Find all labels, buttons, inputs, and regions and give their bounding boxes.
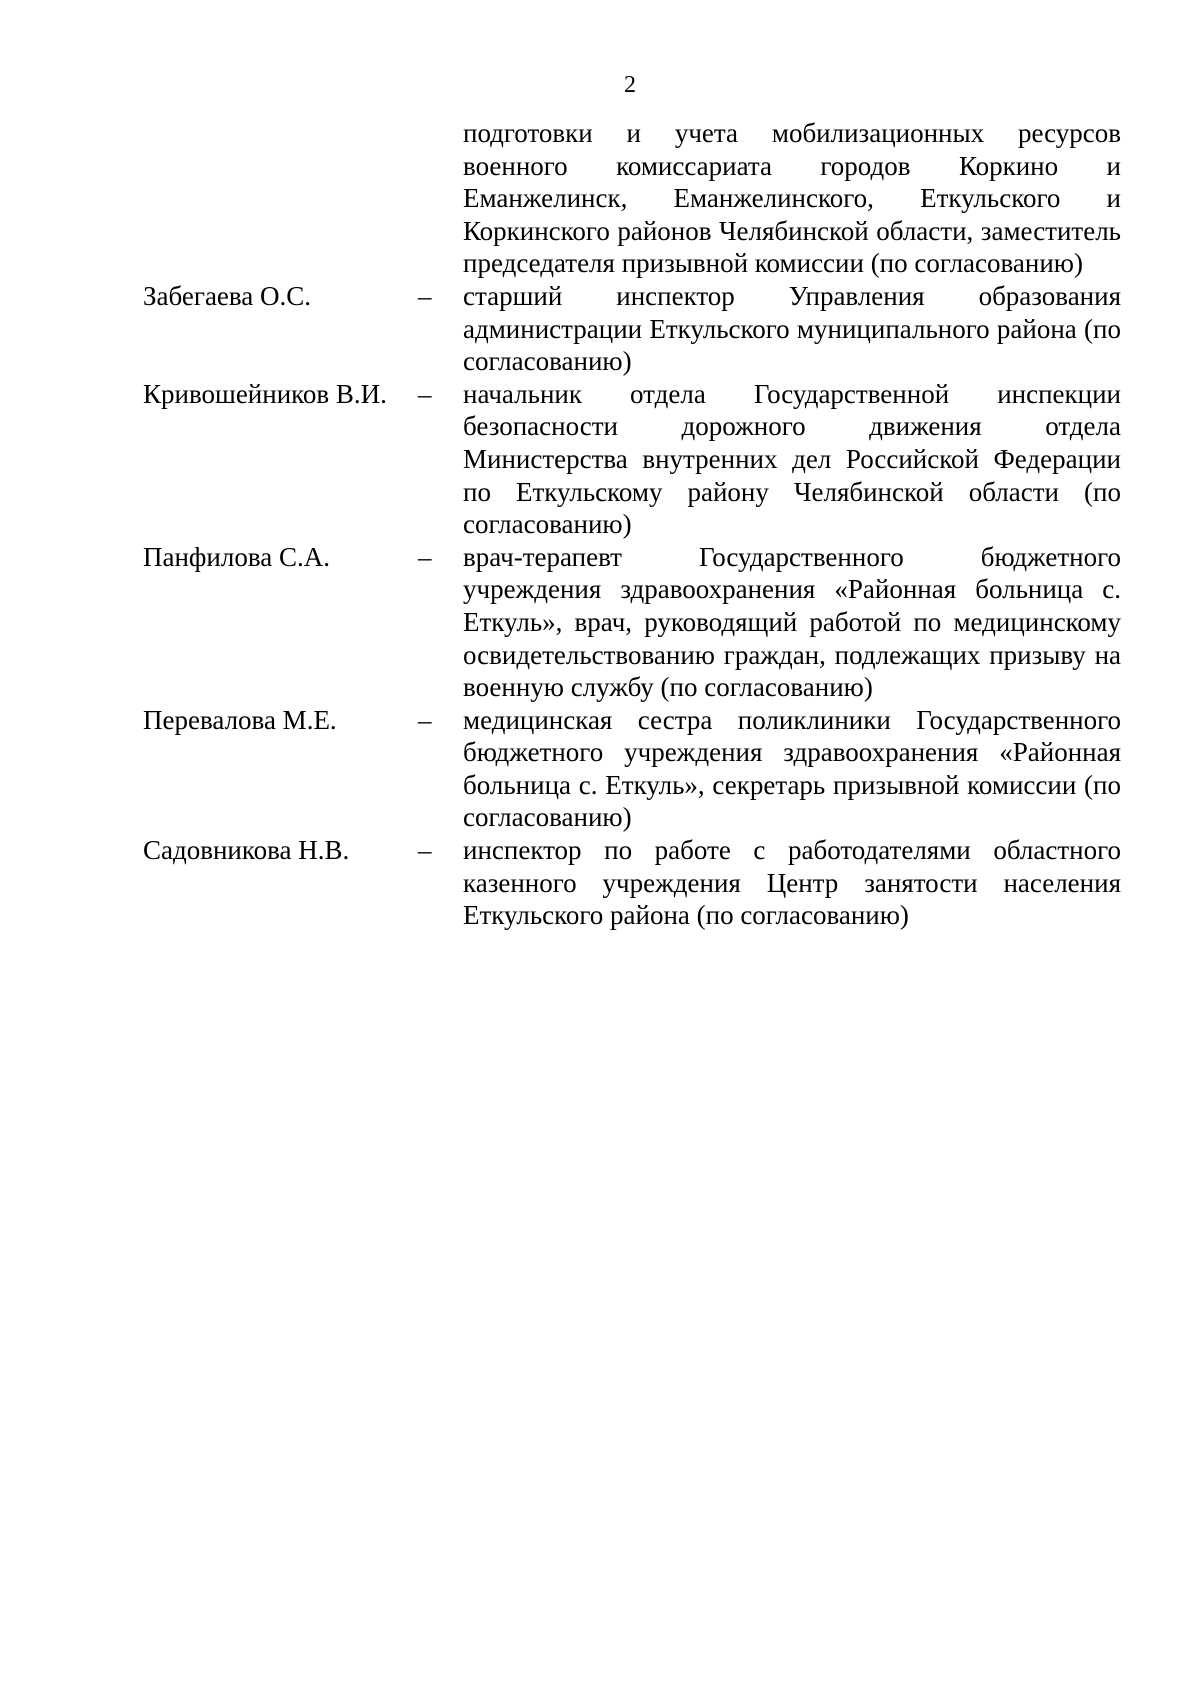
page-number: 2 [624,72,636,98]
member-name: Кривошейников В.И. [143,378,387,409]
member-entry [143,541,1121,704]
member-name: Забегаева О.С. [143,280,312,311]
separator-dash: – [418,835,432,866]
separator-dash: – [418,704,432,735]
commission-members-list [143,117,1121,932]
member-position: врач-терапевт Государственного бюджетного учреждения здравоохранения «Районная больница с. Еткуль», врач, руководящий работой по медицинскому освидетельствованию граждан, подлежащих призыву на военную службу (по согласованию) [463,541,1121,703]
member-position: медицинская сестра поликлиники Государственного бюджетного учреждения здравоохранения «Районная больница с. Еткуль», секретарь призывной комиссии (по согласованию) [463,704,1121,833]
member-position: старший инспектор Управления образования администрации Еткульского муниципального района (по согласованию) [463,280,1121,377]
member-entry [143,704,1121,834]
member-entry [143,834,1121,932]
member-entry-continuation [143,117,1121,280]
member-name: Панфилова С.А. [143,541,330,572]
member-position: подготовки и учета мобилизационных ресурсов военного комиссариата городов Коркино и Еманжелинск, Еманжелинского, Еткульского и Коркинского районов Челябинской области, заместитель председателя призывной комиссии (по согласованию) [463,118,1121,279]
separator-dash: – [418,541,432,572]
member-entry [143,280,1121,378]
member-position: инспектор по работе с работодателями областного казенного учреждения Центр занятости населения Еткульского района (по согласованию) [463,835,1121,931]
member-name: Садовникова Н.В. [143,835,350,866]
member-name: Перевалова М.Е. [143,704,337,735]
member-position: начальник отдела Государственной инспекции безопасности дорожного движения отдела Министерства внутренних дел Российской Федерации по Еткульскому району Челябинской области (по согласованию) [463,378,1121,540]
member-entry [143,378,1121,541]
separator-dash: – [418,378,432,409]
separator-dash: – [418,280,432,311]
